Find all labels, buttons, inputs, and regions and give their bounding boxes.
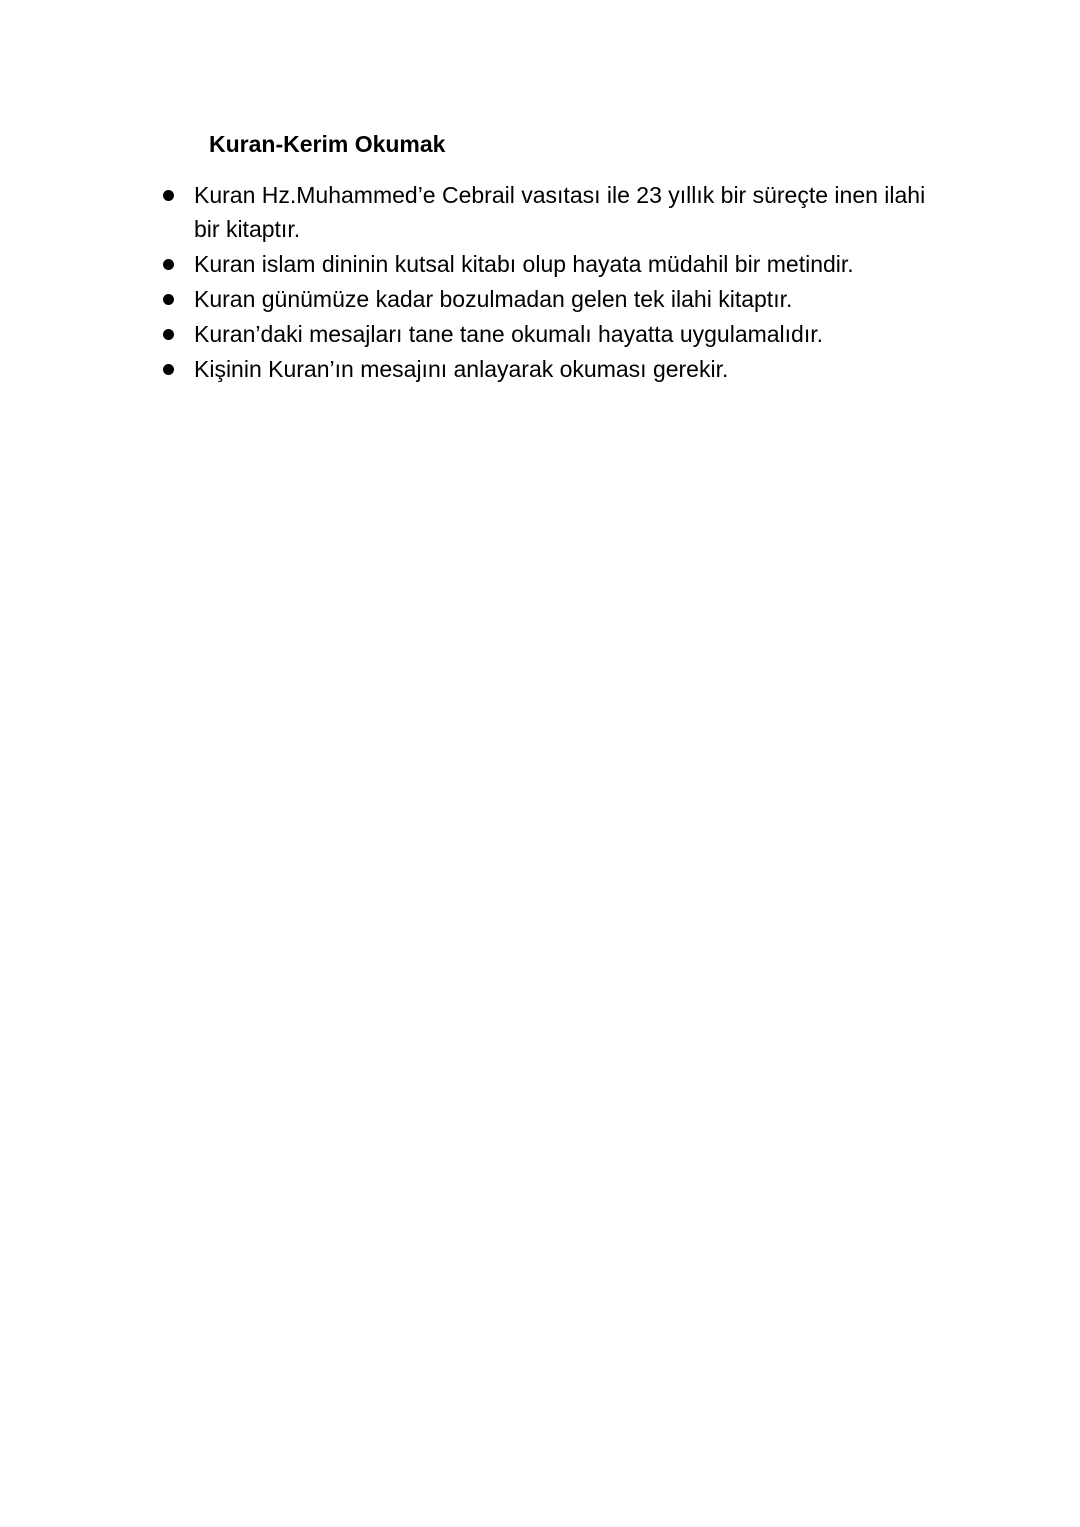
bullet-icon [163,364,174,375]
list-item [160,317,950,351]
bullet-icon [163,259,174,270]
list-item-text: Kuran Hz.Muhammed’e Cebrail vasıtası ile 23 yıllık bir süreçte inen ilahi bir kitaptır. [194,182,926,242]
list-item-text: Kuran’daki mesajları tane tane okumalı hayatta uygulamalıdır. [194,321,824,347]
bullet-icon [163,329,174,340]
list-item [160,282,950,316]
bullet-icon [163,190,174,201]
list-item-text: Kuran islam dininin kutsal kitabı olup hayata müdahil bir metindir. [194,251,854,277]
list-item [160,178,950,246]
list-item [160,352,950,386]
list-item-text: Kuran günümüze kadar bozulmadan gelen tek ilahi kitaptır. [194,286,793,312]
list-item [160,247,950,281]
bullet-icon [163,294,174,305]
list-item-text: Kişinin Kuran’ın mesajını anlayarak okuması gerekir. [194,356,729,382]
document-title: Kuran-Kerim Okumak [209,131,446,157]
bullet-list [160,178,950,387]
